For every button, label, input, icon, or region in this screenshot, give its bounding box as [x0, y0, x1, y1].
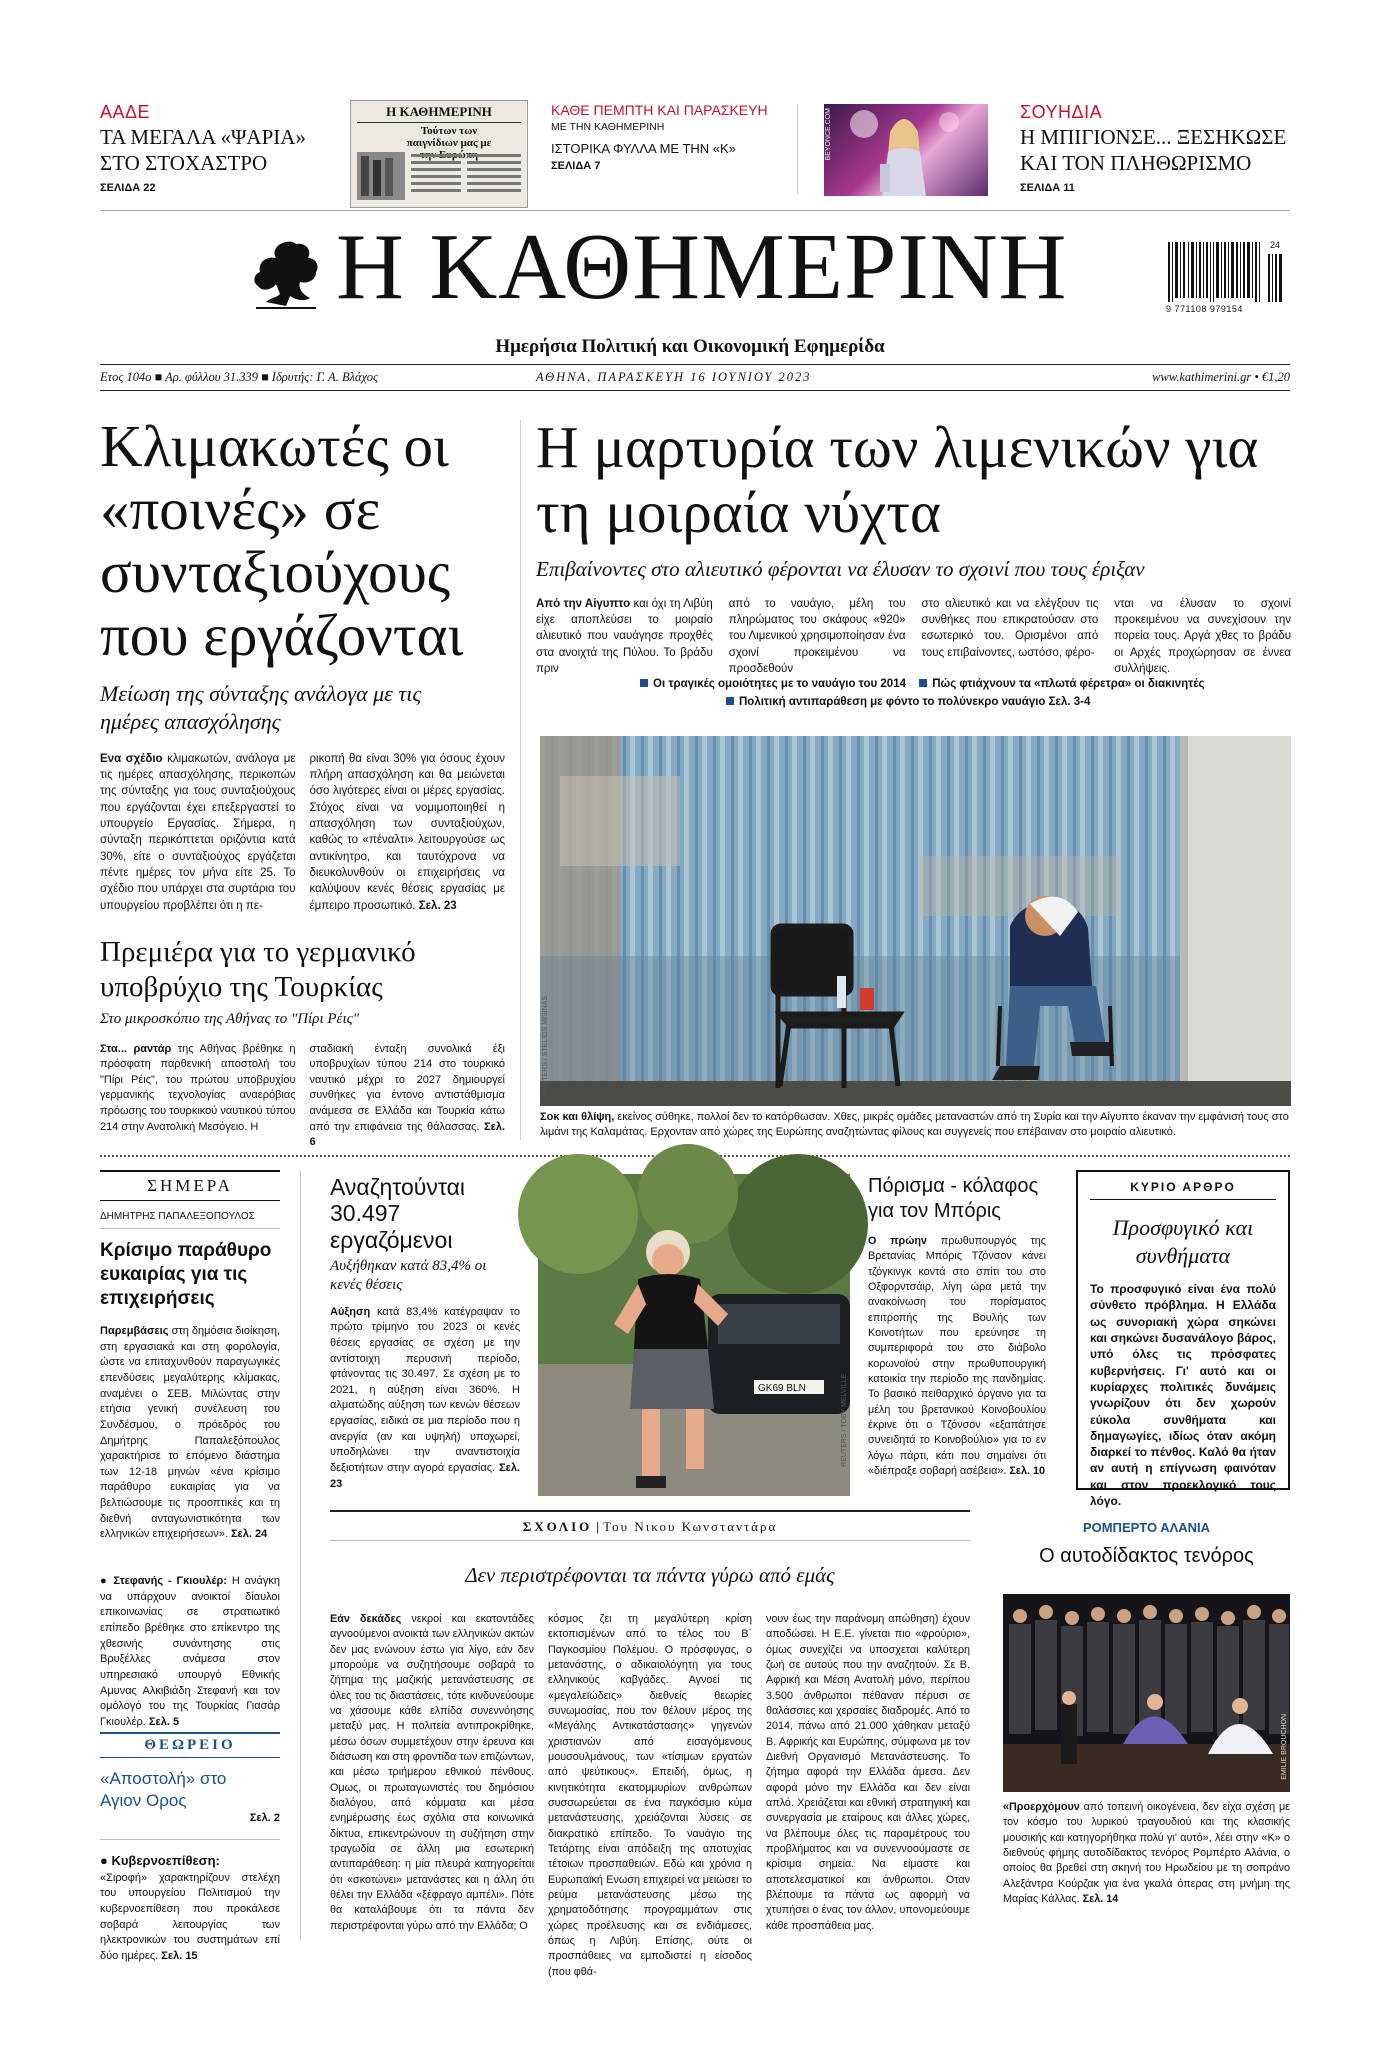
scholio-label-row: ΣΧΟΛΙΟ | Του Νικου Κωνσταντάρα [522, 1519, 778, 1534]
related-link[interactable]: Πολιτική αντιπαράθεση με φόντο το πολύνεκρο ναυάγιο Σελ. 3-4 [739, 696, 1091, 708]
page-ref: Σελ. 14 [1082, 1892, 1119, 1905]
masthead-emblem [246, 236, 326, 314]
body-text: νεκροί και εκατοντάδες αγνοούμενοι ανοικτά των ελληνικών ακτών δεν μας ενώνουν έστω για λίγο, εάν δεν μπορούμε να συζητήσουμε σοβαρά το ζήτημα της μαζικής μετανάστευσης σε όλες του τις διαστάσεις, τότε κινδυνεύουμε να χάσουμε κάθε ελπίδα συνεννόησης μεταξύ μας. Η πολιτεία αντιπροκρίθηκε, μέσω όσων συμμετέχουν στην έρευνα και διάσωση και στη φροντίδα των επιζώντων, και μέσω τριήμερου εθνικού πένθους. Ομως, οι πρωταγωνιστές του δημόσιου διαλόγου, από κόμματα και μέσα ενημέρωσης έως σχόλια στα κοινωνικά δίκτυα, επικεντρώνουν τη συζήτηση στην τραγωδία σε άλλη μια εσωτερική αντιπαράθεση: η μία πλευρά κατηγορείται ότι «σκοτώνει» μετανάστες και η άλλη ότι θέλει την Ελλάδα «ξέφραγο αμπέλι». Πότε θα καταλάβουμε ότι τα πάντα δεν περιστρέφονται γύρω από την Ελλάδα; Ο [330, 1613, 535, 1932]
pension-article[interactable] [100, 415, 505, 915]
migrant-col-1 [536, 596, 713, 676]
barcode-issue: 24 [1270, 240, 1281, 250]
page-ref: Σελ. 23 [418, 899, 457, 912]
lead-in: Αύξηση [330, 1305, 371, 1318]
barcode-number: 9 771108 979154 [1166, 304, 1243, 314]
body-text: κατά 83,4% κατέγραψαν το πρώτο τρίμηνο του 2023 οι κενές θέσεις εργασίας σε σχέση με την αντίστοιχη περυσινή περίοδο, φτάνοντας τις 30.497. Σε σχέση με το 2021, η αύξηση είναι 360%. Η αλματώδης αύξηση των κενών θέσεων εργασίας, ειδικά σε μια περίοδο που η ανεργία (αν και υψηλή) υποχωρεί, υποδηλώνει την αναντιστοιχία δεξιοτήτων στην αγορά εργασίας. [330, 1305, 521, 1474]
submarine-col-2 [309, 1042, 506, 1149]
body-text: κόσμος ζει τη μεγαλύτερη κρίση εκτοπισμένων από το τέλος του Β΄ Παγκοσμίου Πολέμου. Ο πρόσφυγας, ο μετανάστης, ο αδικαιολόγητη για τους ελληνικούς καβγάδες. Αγνοεί τις «μεγαλεϊώδεις» διεθνείς θεωρίες συνωμοσίας, που τον θέλουν μέρος της «Μεγάλης Αντικατάστασης» γηγενών χριστιανών από εισαγόμενους μουσουλμάνους, των «τίσιμων εργατών από ψεύτικους». Επειδή, όμως, η κινητικότητα εκατομμυρίων ανθρώπων συσσωρεύεται σε ένα παγκόσμιο κύμα μετανάστευσης, χρειάζονται λύσεις σε διακρατικό επίπεδο. Το ναυάγιο της Τετάρτης είναι απόδειξη της αποτυχίας τέτοιων προσπαθειών. Εδώ και χρόνια η Ευρωπαϊκή Ενωση επιχειρεί να μειώσει το ρεύμα μετανάστευσης μέσω της χρηματοδότησης προγραμμάτων στις χώρες προέλευσης και σε ενδιάμεσες, όπως η Λιβύη. Επίσης, ούτε οι προσπάθειες να εμποδιστεί η είσοδος (που φθά- [548, 1613, 752, 1978]
page-ref: Σελ. 5 [148, 1715, 180, 1728]
scholio-label: ΣΧΟΛΙΟ [522, 1519, 593, 1534]
teaser-title: Η ΜΠΙΓΙΟΝΣΕ... ΞΕΣΗΚΩΣΕ ΚΑΙ ΤΟΝ ΠΛΗΘΩΡΙΣΜΟ [1020, 125, 1287, 175]
caption-lead-in: Σοκ και θλίψη, [540, 1111, 615, 1123]
page-ref: Σελ. 24 [230, 1528, 268, 1541]
related-link[interactable]: Πώς φτιάχνουν τα «πλωτά φέρετρα» οι διακινητές [932, 678, 1205, 690]
body-text: και όχι τη Λιβύη είχε αποπλεύσει το μοιραίο αλιευτικό που ναυάγησε προχθές στα ανοιχτά της Πύλου. Το βράδυ πριν [536, 597, 713, 676]
theorio-label: ΘΕΩΡΕΙΟ [100, 1732, 280, 1758]
teaser-subkicker: ΜΕ ΤΗΝ ΚΑΘΗΜΕΡΙΝΗ [551, 120, 665, 133]
editorial-box[interactable] [1076, 1170, 1290, 1509]
page-ref: Σελ. 15 [161, 1949, 198, 1962]
scholio-columns [330, 1612, 970, 1978]
lead-in: «Προερχόμουν [1003, 1801, 1080, 1813]
today-item-2[interactable] [100, 1574, 280, 1728]
editorial-headline: Προσφυγικό και συνθήματα [1112, 1215, 1254, 1268]
photo-credit: EMILIE BROUCHON [1281, 1714, 1288, 1780]
submarine-article[interactable] [100, 935, 506, 1149]
body-text: κλιμακωτών, ανάλογα με τις ημέρες απασχόλησης, περικοπών της σύνταξης για τους συνταξιούχους που εργάζονται έχει επεξεργαστεί το υπουργείο Εργασίας. Σήμερα, η σύνταξη περικόπτεται οριζόντια κατά 30%, είτε ο συνταξιούχος εργάζεται πέντε ημέρες τον μήνα είτε 25. Το σχέδιο που υπάρχει στα συρτάρια του υπουργείου προβλέπει ότι η πε- [100, 752, 296, 912]
body-text: από το ναυάγιο, μέλη του πληρώματος του σκάφους «920» του Λιμενικού χρησιμοποίησαν ένα σχοινί προκειμένου να προσδεθούν [728, 597, 906, 676]
jobs-headline: Αναζητούνται 30.497 εργαζόμενοι [330, 1174, 466, 1253]
lead-in: Στα... ραντάρ [100, 1042, 172, 1055]
body-text: νται να έλυσαν το σχοινί προκειμένου να συνεχίσουν την πορεία τους. Αργά χθες το βράδυ οι Αρχές προχώρησαν σε έννεα συλλήψεις. [1114, 597, 1291, 676]
today-author: ΔΗΜΗΤΡΗΣ ΠΑΠΑΛΕΞΟΠΟΥΛΟΣ [100, 1211, 280, 1229]
theorio-title: «Αποστολή» στο Αγιον Ορος [100, 1769, 227, 1811]
today-sidebar [100, 1170, 280, 1962]
tenor-photo [1003, 1594, 1290, 1792]
migrant-col-4 [1114, 596, 1291, 676]
body-text: Η ανάγκη να υπάρχουν ανοικτοί δίαυλοι επικοινωνίας σε στρατιωτικό επίπεδο βρέθηκε στο επίκεντρο της χθεσινής συνάντησης στις Βρυξέλλες ανάμεσα στον υπηρεσιακό υπουργό Εθνικής Αμυνας Αλκιβιάδη Στεφανή και τον ομόλογό του της Τουρκίας Γιασάρ Γκιουλέρ. [100, 1575, 280, 1728]
jobs-deck: Αυξήθηκαν κατά 83,4% οι κενές θέσεις [330, 1258, 487, 1294]
thumbnail-masthead: Η ΚΑΘΗΜΕΡΙΝΗ [386, 104, 492, 119]
body-text: νουν έως την παράνομη απώθηση) έχουν αποδώσει. Η Ε.Ε. γίνεται πιο «φρούριο», όμως συνεχίζει να υποσχεται καλύτερη ζωή σε αυτούς που την αναζητούν. Σε Β. Αφρική και Μέση Ανατολή μόνο, περίπου 3.500 άνθρωποι πέθαναν πέρυσι σε θαλάσσιες και χερσαίες διαδρομές. Από το 2014, πάνω από 21.000 χάθηκαν μεταξύ Β. Αφρικής και Ευρώπης, σύμφωνα με τον Διεθνή Οργανισμό Μετανάστευσης. Το ζήτημα αφορά την Ελλάδα άμεσα. Δεν αφορά μόνο την Ελλάδα και δεν είναι απλό. Χρειάζεται και εθνική στρατηγική και συνεργασία με εταίρους και άλλες χώρες, να βλέπουμε όλες τις παραμέτρους του προβλήματος και να συνεννοούμαστε σε κρίσιμα σημεία. Να είμαστε και αποτελεσματικοί και άνθρωποι. Οταν βλέπουμε τα πάντα ως αφορμή να χτυπήσει ο ένας τον άλλον, υπονομεύουμε κάθε προσπάθεια μας. [766, 1613, 970, 1932]
today-body[interactable] [100, 1324, 280, 1562]
migrant-photo [540, 736, 1291, 1106]
theorio-item[interactable] [100, 1768, 280, 1840]
page-ref: Σελ. 6 [309, 1120, 506, 1149]
submarine-deck: Στο μικροσκόπιο της Αθήνας το "Πίρι Ρέις" [100, 1010, 360, 1027]
body-text: σταδιακή ένταξη συνολικά έξι υποβρυχίων τύπου 214 στο τουρκικό ναυτικό μέχρι το 2027 δημιουργεί συνθήκες για έντονο αντιστάθμισμα ανάμεσα σε Ελλάδα και Τουρκία κάτω από την επιφάνεια της θάλασσας. [309, 1042, 505, 1133]
migrant-related-links-2[interactable] [716, 696, 1090, 708]
pension-headline: Κλιμακωτές οι «ποινές» σε συνταξιούχους που εργάζονται [100, 413, 464, 669]
editorial-label: ΚΥΡΙΟ ΑΡΘΡΟ [1090, 1180, 1276, 1200]
scholio-col-2 [548, 1612, 752, 1978]
jobs-article[interactable] [330, 1174, 520, 1514]
teaser-page-ref: ΣΕΛΙΔΑ 22 [100, 182, 156, 195]
scholio-author: Του Νικου Κωνσταντάρα [603, 1519, 778, 1534]
teaser-page-ref: ΣΕΛΙΔΑ 11 [1020, 182, 1075, 195]
body-text: από τοπεινή οικογένεια, δεν είχα σχέση με τον κόσμο του λυρικού τραγουδιού και της κλασικής μουσικής και κατηγορήθηκα πολύ γι' αυτό», λέει στην «Κ» ο διεθνούς φήμης αυτοδίδακτος τενόρος Ρομπέρτο Αλάνια, ο οποίος θα βρεθεί στη σκηνή του Ηρωδείου με τη σοπράνο Αλεξάντρα Κούρζακ για ένα γκαλά όπερας στη μνήμη της Μαρίας Κάλλας. [1003, 1801, 1290, 1905]
body-text: ρικοπή θα είναι 30% για όσους έχουν πλήρη απασχόληση και θα μειώνεται όσο λιγότερες είναι οι μέρες εργασίας. Στόχος είναι να νομιμοποιηθεί η απασχόληση των συνταξιούχων, καθώς το «πέναλτι» λειτουργούσε ως αντικίνητρο, και ταυτόχρονα να διευκολυνθούν οι επιχειρήσεις να καλύψουν κενές θέσεις εργασίας με έμπειρο προσωπικό. [309, 752, 505, 912]
masthead-title: Η ΚΑΘΗΜΕΡΙΝΗ [336, 215, 1068, 319]
teaser-kicker: ΑΑΔΕ [100, 102, 151, 122]
migrant-deck: Επιβαίνοντες στο αλιευτικό φέρονται να έλυσαν το σχοινί που τους έριξαν [536, 556, 1145, 581]
teaser-kicker: ΚΑΘΕ ΠΕΜΠΤΗ ΚΑΙ ΠΑΡΑΣΚΕΥΗ [551, 102, 768, 118]
migrant-related-links-1[interactable] [630, 678, 1204, 690]
submarine-col-1 [100, 1042, 296, 1134]
teaser-title: ΤΑ ΜΕΓΑΛΑ «ΨΑΡΙΑ» ΣΤΟ ΣΤΟΧΑΣΤΡΟ [100, 125, 306, 175]
teaser-aade[interactable] [100, 102, 320, 202]
teaser-kicker: ΣΟΥΗΔΙΑ [1020, 102, 1103, 122]
theorio-page-ref: Σελ. 2 [249, 1812, 280, 1825]
car-plate: GK69 BLN [758, 1383, 806, 1394]
boris-body [868, 1234, 1046, 1477]
today-headline: Κρίσιμο παράθυρο ευκαιρίας για τις επιχειρήσεις [100, 1240, 272, 1309]
teaser-title: ΙΣΤΟΡΙΚΑ ΦΥΛΛΑ ΜΕ ΤΗΝ «Κ» [551, 140, 736, 156]
tenor-kicker: ΡΟΜΠΕΡΤΟ ΑΛΑΝΙΑ [1082, 1520, 1211, 1535]
griffin-icon [246, 236, 326, 314]
jobs-body [330, 1305, 521, 1490]
thumbnail-photo [351, 146, 529, 206]
scholio-col-3 [766, 1612, 970, 1950]
body-text: της Αθήνας βρέθηκε η πρόσφατη παρθενική αποστολή του "Πίρι Ρέις", του πρώτου υποβρυχίου γερμανικής τεχνολογίας αναερόβιας πρόωσης του τουρκικού ναυτικού τύπου 214 στην Ανατολική Μεσόγειο. Η [100, 1042, 296, 1133]
migrant-caption [540, 1110, 1291, 1141]
body-text: πρωθυπουργός της Βρετανίας Μπόρις Τζόνσον κάνει τζόγκινγκ κοντά στο σπίτι του στο Οξφορντσάιρ, λίγη ώρα μετά την ανακοίνωση του πορίσματος επιτροπής της Βουλής των Κοινοτήτων που ερεύνησε τη συμπεριφορά του στο διάβολο κορωνοϊού στην πρωθυπουργική κατοικία την περίοδο της πανδημίας. Το βασικό πειθαρχικό όργανο για τα μέλη του βρετανικού Κοινοβουλίου έκρινε ότι ο Τζόνσον «εξαπάτησε συνειδητά το Κοινοβούλιο» για το εν λόγω πάρτι, κάτι που σημαίνει ότι «διέπραξε σοβαρή ασέβεια». [868, 1235, 1046, 1477]
teaser-historic[interactable] [551, 102, 781, 202]
page-ref: Σελ. 10 [1009, 1464, 1045, 1477]
lead-in: Ενα σχέδιο [100, 752, 163, 765]
masthead-subtitle: Ημερήσια Πολιτική και Οικονομική Εφημερίδα [495, 336, 885, 357]
submarine-headline: Πρεμιέρα για το γερμανικό υποβρύχιο της Τουρκίας [100, 936, 416, 1003]
today-label: ΣΗΜΕΡΑ [100, 1170, 280, 1201]
lead-in: Παρεμβάσεις [100, 1325, 169, 1338]
related-link[interactable]: Οι τραγικές ομοιότητες με το ναυάγιο του 2014 [653, 678, 906, 690]
boris-photo [538, 1174, 850, 1496]
migrant-col-2 [728, 596, 906, 676]
teaser-page-ref: ΣΕΛΙΔΑ 7 [551, 159, 601, 172]
photo-credit: REUTERS / STELIOS MISINAS [542, 996, 549, 1096]
pension-col-2 [310, 751, 506, 911]
historic-paper-thumbnail [350, 100, 528, 208]
page-ref: Σελ. 23 [330, 1461, 520, 1490]
boris-headline: Πόρισμα - κόλαφος για τον Μπόρις [868, 1175, 1039, 1222]
caption-text: εκείνος σύθηκε, πολλοί δεν το κατόρθωσαν. Χθες, μικρές ομάδες μεταναστών από τη Συρία και την Αίγυπτο έκαναν την εμφάνισή τους στο λιμάνι της Καλαμάτας. Ερχονταν από χώρες της Ευρώπης αναζητώντας φίλους και συγγενείς που επέβαιναν στο μοιραίο αλιευτικό. [540, 1111, 1289, 1139]
editorial-body: Το προσφυγικό είναι ένα πολύ σύνθετο πρόβλημα. Η Ελλάδα ως συνοριακή χώρα σηκώνει και σηκώνει δυσανάλογο βάρος, υπό όλες τις πρόσφατες κυβερνήσεις. Γι' αυτό και οι κυρίαρχες πολιτικές δυνάμεις γνωρίζουν ότι δεν χωρούν εύκολα συνθήματα και δημαγωγίες, ιδίως όταν ακόμη διαρκεί το πένθος. Καλό θα ήταν αν αυτή η επίγνωση φαινόταν και στον προεκλογικό τους λόγο. [1090, 1282, 1276, 1509]
body-text: στη δημόσια διοίκηση, στη εργασιακά και στη φορολογία, ώστε να επιταχυνθούν παραγωγικές επενδύσεις μεγαλύτερης κλίμακας, αναμένει ο ΣΕΒ. Μιλώντας στην ετήσια γενική συνέλευση του Συνδέσμου, ο πρόεδρός του Δημήτρης Παπαλεξόπουλος χαρακτήρισε το επόμενο διάστημα των 12-18 μηνών «ένα κρίσιμο παράθυρο ευκαιρίας για να βελτιώσουμε τις προοπτικές και τη διεθνή ανταγωνιστικότητα των ελληνικών επιχειρήσεων». [100, 1325, 280, 1541]
lead-in: Ο πρώην [868, 1235, 927, 1247]
beyonce-photo: BEYONCE.COM [824, 104, 988, 196]
migrant-article[interactable] [536, 415, 1291, 715]
lead-in: ● Στεφανής - Γκιουλέρ: [100, 1575, 227, 1588]
lead-in: Από την Αίγυπτο [536, 597, 631, 610]
teaser-sweden[interactable] [1020, 102, 1310, 202]
dateline-right: www.kathimerini.gr • €1,20 [1152, 370, 1290, 384]
body-text: στο αλιευτικό και να ελέγξουν τις συνθήκες που επικρατούσαν στο εσωτερικό του. Ορισμένοι από τους επιβαίνοντες, ωστόσο, φέρο- [921, 597, 1099, 659]
migrant-headline: Η μαρτυρία των λιμενικών για τη μοιραία νύχτα [536, 414, 1259, 545]
dateline-center: ΑΘΗΝΑ, ΠΑΡΑΣΚΕΥΗ 16 ΙΟΥΝΙΟΥ 2023 [536, 370, 812, 384]
tenor-headline: Ο αυτοδίδακτος τενόρος [1039, 1545, 1254, 1567]
dateline-left: Ετος 104ο ■ Αρ. φύλλου 31.339 ■ Ιδρυτής: Γ. Α. Βλάχος [100, 370, 379, 384]
thumbnail-headline: Τούτων των παιγνίδιων μας με [406, 125, 492, 150]
body-text: «Σιροφή» χαρακτηρίζουν στελέχη του υπουργείου Πολιτισμού την κυβερνοεπίθεση που προκάλεσε σοβαρά λειτουργίας των ηλεκτρονικών του συστημάτων επί δύο ημέρες. [100, 1871, 280, 1962]
lead-in: Εάν δεκάδες [330, 1613, 402, 1625]
boris-article[interactable] [868, 1174, 1046, 1514]
barcode [1166, 240, 1286, 320]
today-item-3[interactable] [100, 1852, 280, 1962]
scholio-col-1 [330, 1612, 534, 1950]
pension-deck: Μείωση της σύνταξης ανάλογα με τις ημέρες απασχόλησης [100, 680, 422, 735]
scholio-headline[interactable]: Δεν περιστρέφονται τα πάντα γύρω από εμάς [465, 1563, 835, 1587]
photo-credit: REUTERS / TOBY MELVILLE [841, 1374, 848, 1467]
lead-in: ● Κυβερνοεπίθεση: [100, 1853, 220, 1869]
tenor-body [1003, 1800, 1290, 1910]
pension-col-1 [100, 751, 296, 911]
migrant-col-3 [922, 596, 1099, 662]
